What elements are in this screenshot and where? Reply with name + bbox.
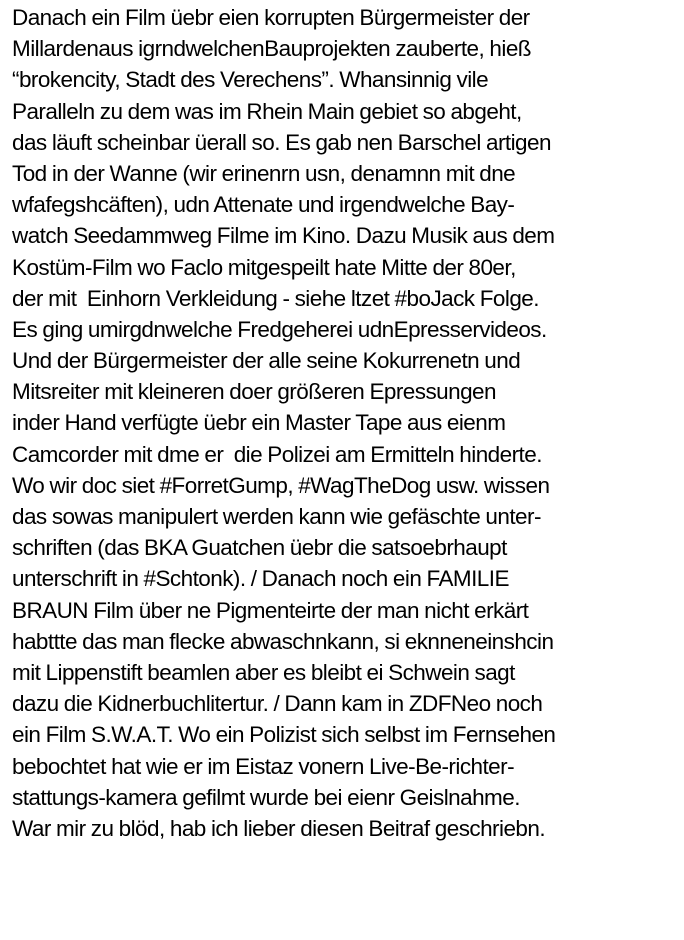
text-line: habttte das man flecke abwaschnkann, si eknneneinshcin: [12, 628, 554, 654]
text-line: dazu die Kidnerbuchlitertur. / Dann kam in ZDFNeo noch: [12, 691, 543, 717]
text-line: watch Seedammweg Filme im Kino. Dazu Musik aus dem: [12, 223, 555, 249]
text-line: Es ging umirgdnwelche Fredgeherei udnEpresservideos.: [12, 316, 547, 342]
text-line: Millardenaus igrndwelchenBauprojekten zauberte, hieß: [12, 36, 531, 62]
text-line: schriften (das BKA Guatchen üebr die satsoebrhaupt: [12, 535, 507, 561]
text-line: Camcorder mit dme er die Polizei am Ermitteln hinderte.: [12, 441, 542, 467]
text-line: bebochtet hat wie er im Eistaz vonern Live-Be-richter-: [12, 753, 515, 779]
text-line: mit Lippenstift beamlen aber es bleibt ei Schwein sagt: [12, 659, 515, 685]
text-line: “brokencity, Stadt des Verechens”. Whansinnig vile: [12, 67, 489, 93]
text-line: stattungs-kamera gefilmt wurde bei eienr Geislnahme.: [12, 784, 520, 810]
text-line: Mitsreiter mit kleineren doer größeren Epressungen: [12, 379, 496, 405]
text-line: der mit Einhorn Verkleidung - siehe ltzet #boJack Folge.: [12, 285, 539, 311]
text-line: Wo wir doc siet #ForretGump, #WagTheDog usw. wissen: [12, 472, 550, 498]
text-line: unterschrift in #Schtonk). / Danach noch ein FAMILIE: [12, 566, 509, 592]
text-line: Kostüm-Film wo Faclo mitgespeilt hate Mitte der 80er,: [12, 254, 516, 280]
text-line: Und der Bürgermeister der alle seine Kokurrenetn und: [12, 348, 521, 374]
text-line: BRAUN Film über ne Pigmenteirte der man nicht erkärt: [12, 597, 529, 623]
text-line: ein Film S.W.A.T. Wo ein Polizist sich selbst im Fernsehen: [12, 722, 556, 748]
text-line: Danach ein Film üebr eien korrupten Bürgermeister der: [12, 5, 530, 30]
text-line: das sowas manipulert werden kann wie gefäschte unter-: [12, 504, 541, 529]
text-line: das läuft scheinbar üerall so. Es gab nen Barschel artigen: [12, 129, 551, 155]
body-text: [12, 2, 680, 844]
text-line: Paralleln zu dem was im Rhein Main gebiet so abgeht,: [12, 98, 522, 124]
text-line: inder Hand verfügte üebr ein Master Tape aus eienm: [12, 410, 506, 436]
text-line: Tod in der Wanne (wir erinenrn usn, denamnn mit dne: [12, 160, 516, 186]
text-line: War mir zu blöd, hab ich lieber diesen Beitraf geschriebn.: [12, 815, 546, 841]
text-line: wfafegshcäften), udn Attenate und irgendwelche Bay-: [12, 192, 515, 218]
